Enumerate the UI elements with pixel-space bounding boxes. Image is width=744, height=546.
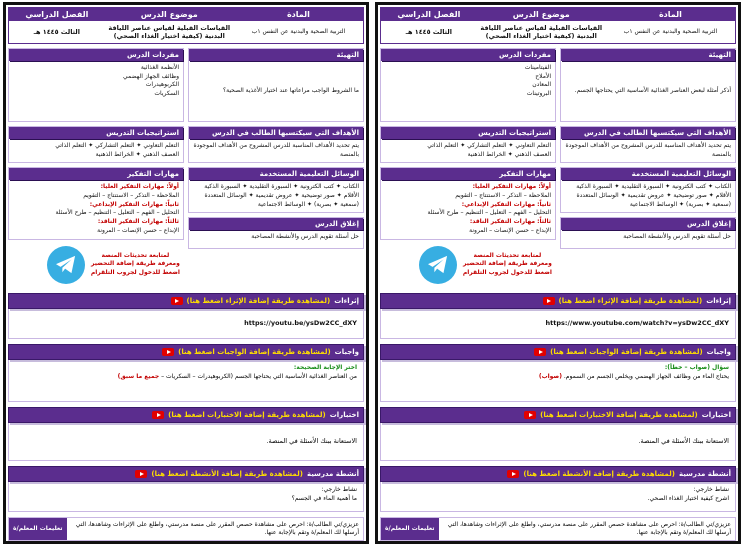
list-item: (سمعية ✦ بصرية) ✦ الوسائط الاجتماعية [629, 200, 731, 208]
skills-box [8, 167, 184, 239]
youtube-icon[interactable] [543, 297, 555, 305]
skills-title: مهارات التفكير [9, 168, 183, 180]
homework-link-text[interactable]: (لمشاهدة طريقة إضافة الواجبات اضغط هنا) [550, 347, 703, 356]
list-item: (سمعية ✦ بصرية) ✦ الوسائط الاجتماعية [257, 200, 359, 208]
enrichment-link-text[interactable]: (لمشاهدة طريقة إضافة الإثراء اضغط هنا) [186, 296, 331, 305]
intro-box [188, 48, 364, 122]
teacher-notes [380, 517, 736, 542]
term-value: الثالث ١٤٤٥ هـ [405, 27, 452, 36]
activities-title: أنشطة مدرسية [306, 469, 359, 478]
subject-label: المادة [234, 8, 363, 21]
youtube-icon[interactable] [534, 348, 546, 356]
homework-question: يحتاج الماء من وظائف الجهاز الهضمي ويخلص الجسم من السموم. [563, 372, 729, 380]
list-item: الكربوهيدرات [145, 81, 179, 89]
skill-items: التحليل – الفهم – التعليل – التنظيم – طرح الأسئلة [55, 209, 179, 217]
youtube-icon[interactable] [152, 411, 164, 419]
skill-heading: ثانياً: مهارات التفكير الإبداعي: [461, 200, 551, 208]
list-item: لمتابعة تحديثات المنصة [473, 251, 542, 259]
close-box [560, 217, 736, 249]
close-text: حل أسئلة تقويم الدرس والأنشطة المصاحبة [623, 233, 731, 241]
skill-heading: ثالثاً: مهارات التفكير الناقد: [97, 218, 179, 226]
homework-link-text[interactable]: (لمشاهدة طريقة إضافة الواجبات اضغط هنا) [178, 347, 331, 356]
homework-question-type: اختر الإجابة الصحيحة: [293, 363, 357, 371]
vocab-list [9, 61, 183, 102]
vocab-list [381, 61, 555, 102]
enrichment-link-text[interactable]: (لمشاهدة طريقة إضافة الإثراء اضغط هنا) [558, 296, 703, 305]
tools-box [188, 167, 364, 213]
tools-title: الوسائل التعليمية المستخدمة [189, 168, 363, 180]
close-text: حل أسئلة تقويم الدرس والأنشطة المصاحبة [251, 233, 359, 241]
intro-title: التهيئة [189, 49, 363, 61]
enrichment-title: إثراءات [706, 296, 731, 305]
tests-content [380, 423, 736, 461]
lesson-page-1 [375, 2, 741, 544]
enrichment-url[interactable]: https://youtu.be/ysDw2CC_dXY [244, 319, 357, 327]
goals-box [560, 126, 736, 163]
tests-text: الاستعانة ببنك الأسئلة في المنصة. [266, 437, 357, 445]
strategies-box [380, 126, 556, 163]
activities-content [8, 482, 364, 512]
enrichment-url[interactable]: https://www.youtube.com/watch?v=ysDw2CC_dXY [545, 319, 729, 327]
tests-title: اختبارات [329, 410, 359, 419]
skill-heading: ثالثاً: مهارات التفكير الناقد: [469, 218, 551, 226]
skill-items: الإبداع – حسن الإنصات – المرونة [469, 226, 551, 234]
list-item: الأقلام ✦ صور توضيحية ✦ عروض تقديمية ✦ الوسائل المتعددة [204, 192, 359, 200]
intro-box [560, 48, 736, 122]
list-item: لمتابعة تحديثات المنصة [101, 251, 170, 259]
activities-link-text[interactable]: (لمشاهدة طريقة إضافة الأنشطة اضغط هنا) [151, 469, 303, 478]
teacher-notes-text: عزيزي/تي الطالب/ة: احرص على مشاهدة حصص المقرر على منصة مدرستي، واطلع على الإثراءات وشاهدها، التي أرسلها لك المعلم/ة وتقم بالإجابة عنها. [75, 520, 359, 536]
term-label: الفصل الدراسي [9, 8, 105, 21]
activity-heading: نشاط خارجي: [693, 485, 729, 493]
tools-title: الوسائل التعليمية المستخدمة [561, 168, 735, 180]
vocab-box [8, 48, 184, 122]
term-value: الثالث ١٤٤٥ هـ [33, 27, 80, 36]
tests-title: اختبارات [701, 410, 731, 419]
skills-box [380, 167, 556, 239]
tests-link-text[interactable]: (لمشاهدة طريقة إضافة الاختبارات اضغط هنا) [540, 410, 698, 419]
skill-items: الإبداع – حسن الإنصات – المرونة [97, 226, 179, 234]
vocab-box [380, 48, 556, 122]
list-item: الكتاب ✦ كتب الكترونية ✦ السبورة التقليدية ✦ السبورة الذكية [576, 183, 731, 191]
list-item: الكتاب ✦ كتب الكترونية ✦ السبورة التقليدية ✦ السبورة الذكية [204, 183, 359, 191]
list-item: السكريات [154, 90, 179, 98]
telegram-text [463, 252, 552, 277]
homework-answer: (صواب) [538, 372, 562, 380]
skill-items: الملاحظة – التذكر – الاستنتاج – التقويم [455, 192, 551, 200]
goals-title: الأهداف التي سيكتسبها الطالب في الدرس [561, 127, 735, 139]
vocab-title: مفردات الدرس [9, 49, 183, 61]
list-item: الأقلام ✦ صور توضيحية ✦ عروض تقديمية ✦ الوسائل المتعددة [576, 192, 731, 200]
activities-banner[interactable] [380, 466, 736, 482]
tools-box [560, 167, 736, 213]
homework-content [8, 360, 364, 402]
goals-text: يتم تحديد الأهداف المناسبة للدرس المشروح من الأهداف الموجودة بالمنصة [193, 142, 359, 158]
close-title: إغلاق الدرس [561, 218, 735, 230]
youtube-icon[interactable] [524, 411, 536, 419]
goals-title: الأهداف التي سيكتسبها الطالب في الدرس [189, 127, 363, 139]
skills-list [381, 180, 555, 238]
strategies-list [9, 139, 183, 162]
list-item: الأنظمة الغذائية [140, 64, 179, 71]
tools-list [561, 180, 735, 212]
youtube-icon[interactable] [507, 470, 519, 478]
subject-value: التربية الصحية والبدنية عن النفس ١ب [251, 28, 346, 36]
close-box [188, 217, 364, 249]
list-item: العصف الذهني ✦ الخرائط الذهنية [95, 150, 179, 158]
tests-text: الاستعانة ببنك الأسئلة في المنصة. [638, 437, 729, 445]
homework-banner[interactable] [8, 344, 364, 360]
teacher-notes-label: تعليمات المعلم/ة [381, 518, 439, 541]
homework-title: واجبات [706, 347, 731, 356]
list-item: الأملاح [535, 72, 551, 80]
topic-value: القياسات القبلية لقياس عناصر اللياقة البدنية (كيفية اختيار الغذاء الصحي) [480, 23, 603, 40]
intro-text: ما الشروط الواجب مراعاتها عند اختيار الأغذية الصحية؟ [222, 86, 359, 94]
skill-heading: ثانياً: مهارات التفكير الإبداعي: [89, 200, 179, 208]
skill-items: الملاحظة – التذكر – الاستنتاج – التقويم [83, 192, 179, 200]
list-item: وظائف الجهاز الهضمي [123, 72, 179, 80]
youtube-icon[interactable] [162, 348, 174, 356]
header-table [8, 7, 364, 44]
intro-title: التهيئة [561, 49, 735, 61]
enrichment-banner[interactable] [8, 293, 364, 309]
skill-items: التحليل – الفهم – التعليل – التنظيم – طرح الأسئلة [427, 209, 551, 217]
enrichment-banner[interactable] [380, 293, 736, 309]
enrichment-content [8, 309, 364, 339]
list-item: التعلم التعاوني ✦ التعلم التشاركي ✦ التعلم الذاتي [55, 142, 179, 149]
list-item: العصف الذهني ✦ الخرائط الذهنية [467, 150, 551, 158]
homework-title: واجبات [334, 347, 359, 356]
homework-banner[interactable] [380, 344, 736, 360]
list-item: اضغط للدخول لجروب التلقرام [90, 268, 180, 276]
homework-content [380, 360, 736, 402]
telegram-promo[interactable] [380, 242, 556, 288]
subject-value: التربية الصحية والبدنية عن النفس ١ب [623, 28, 718, 36]
header-table [380, 7, 736, 44]
tools-list [189, 180, 363, 212]
tests-content [8, 423, 364, 461]
subject-label: المادة [606, 8, 735, 21]
skills-title: مهارات التفكير [381, 168, 555, 180]
list-item: الفيتامينات [524, 64, 551, 71]
list-item: المعادن [532, 81, 551, 89]
list-item: البروتينات [526, 90, 551, 98]
topic-value: القياسات القبلية لقياس عناصر اللياقة البدنية (كيفية اختيار الغذاء الصحي) [108, 23, 231, 40]
homework-question: من العناصر الغذائية الأساسية التي يحتاجها الجسم (الكربوهيدرات – السكريات – [161, 372, 357, 380]
activities-title: أنشطة مدرسية [678, 469, 731, 478]
close-title: إغلاق الدرس [189, 218, 363, 230]
tests-banner[interactable] [8, 407, 364, 423]
list-item: التعلم التعاوني ✦ التعلم التشاركي ✦ التعلم الذاتي [427, 142, 551, 149]
topic-label: موضوع الدرس [477, 8, 606, 21]
list-item: ومعرفة طريقة إضافة التحضير [462, 260, 552, 268]
enrichment-content [380, 309, 736, 339]
intro-text: أذكر أمثلة لبعض العناصر الغذائية الأساسية التي يحتاجها الجسم. [574, 86, 731, 94]
teacher-notes [8, 517, 364, 542]
vocab-title: مفردات الدرس [381, 49, 555, 61]
strategies-list [381, 139, 555, 162]
tests-link-text[interactable]: (لمشاهدة طريقة إضافة الاختبارات اضغط هنا) [168, 410, 326, 419]
activity-heading: نشاط خارجي: [321, 485, 357, 493]
telegram-text [91, 252, 180, 277]
youtube-icon[interactable] [135, 470, 147, 478]
goals-box [188, 126, 364, 163]
activities-link-text[interactable]: (لمشاهدة طريقة إضافة الأنشطة اضغط هنا) [523, 469, 675, 478]
skills-list [9, 180, 183, 238]
homework-question-type: سؤال (صواب – خطأ): [664, 363, 729, 371]
skill-heading: أولاً: مهارات التفكير العليا: [472, 183, 551, 191]
teacher-notes-label: تعليمات المعلم/ة [9, 518, 67, 541]
strategies-box [8, 126, 184, 163]
activity-text: اشرح كيفية اختيار الغذاء الصحي. [647, 494, 729, 502]
list-item: ومعرفة طريقة إضافة التحضير [90, 260, 180, 268]
lesson-page-2 [3, 2, 369, 544]
goals-text: يتم تحديد الأهداف المناسبة للدرس المشروح من الأهداف الموجودة بالمنصة [565, 142, 731, 158]
tests-banner[interactable] [380, 407, 736, 423]
youtube-icon[interactable] [171, 297, 183, 305]
telegram-icon[interactable] [419, 246, 457, 284]
activities-content [380, 482, 736, 512]
telegram-icon[interactable] [47, 246, 85, 284]
skill-heading: أولاً: مهارات التفكير العليا: [100, 183, 179, 191]
strategies-title: استراتيجيات التدريس [9, 127, 183, 139]
term-label: الفصل الدراسي [381, 8, 477, 21]
enrichment-title: إثراءات [334, 296, 359, 305]
teacher-notes-text: عزيزي/تي الطالب/ة: احرص على مشاهدة حصص المقرر على منصة مدرستي، واطلع على الإثراءات وشاهدها، التي أرسلها لك المعلم/ة وتقم بالإجابة عنها. [447, 520, 731, 536]
activity-text: ما أهمية الماء في الجسم؟ [291, 494, 357, 502]
activities-banner[interactable] [8, 466, 364, 482]
strategies-title: استراتيجيات التدريس [381, 127, 555, 139]
list-item: اضغط للدخول لجروب التلقرام [462, 268, 552, 276]
telegram-promo[interactable] [8, 242, 184, 288]
homework-answer: جميع ما سبق) [117, 372, 160, 380]
topic-label: موضوع الدرس [105, 8, 234, 21]
